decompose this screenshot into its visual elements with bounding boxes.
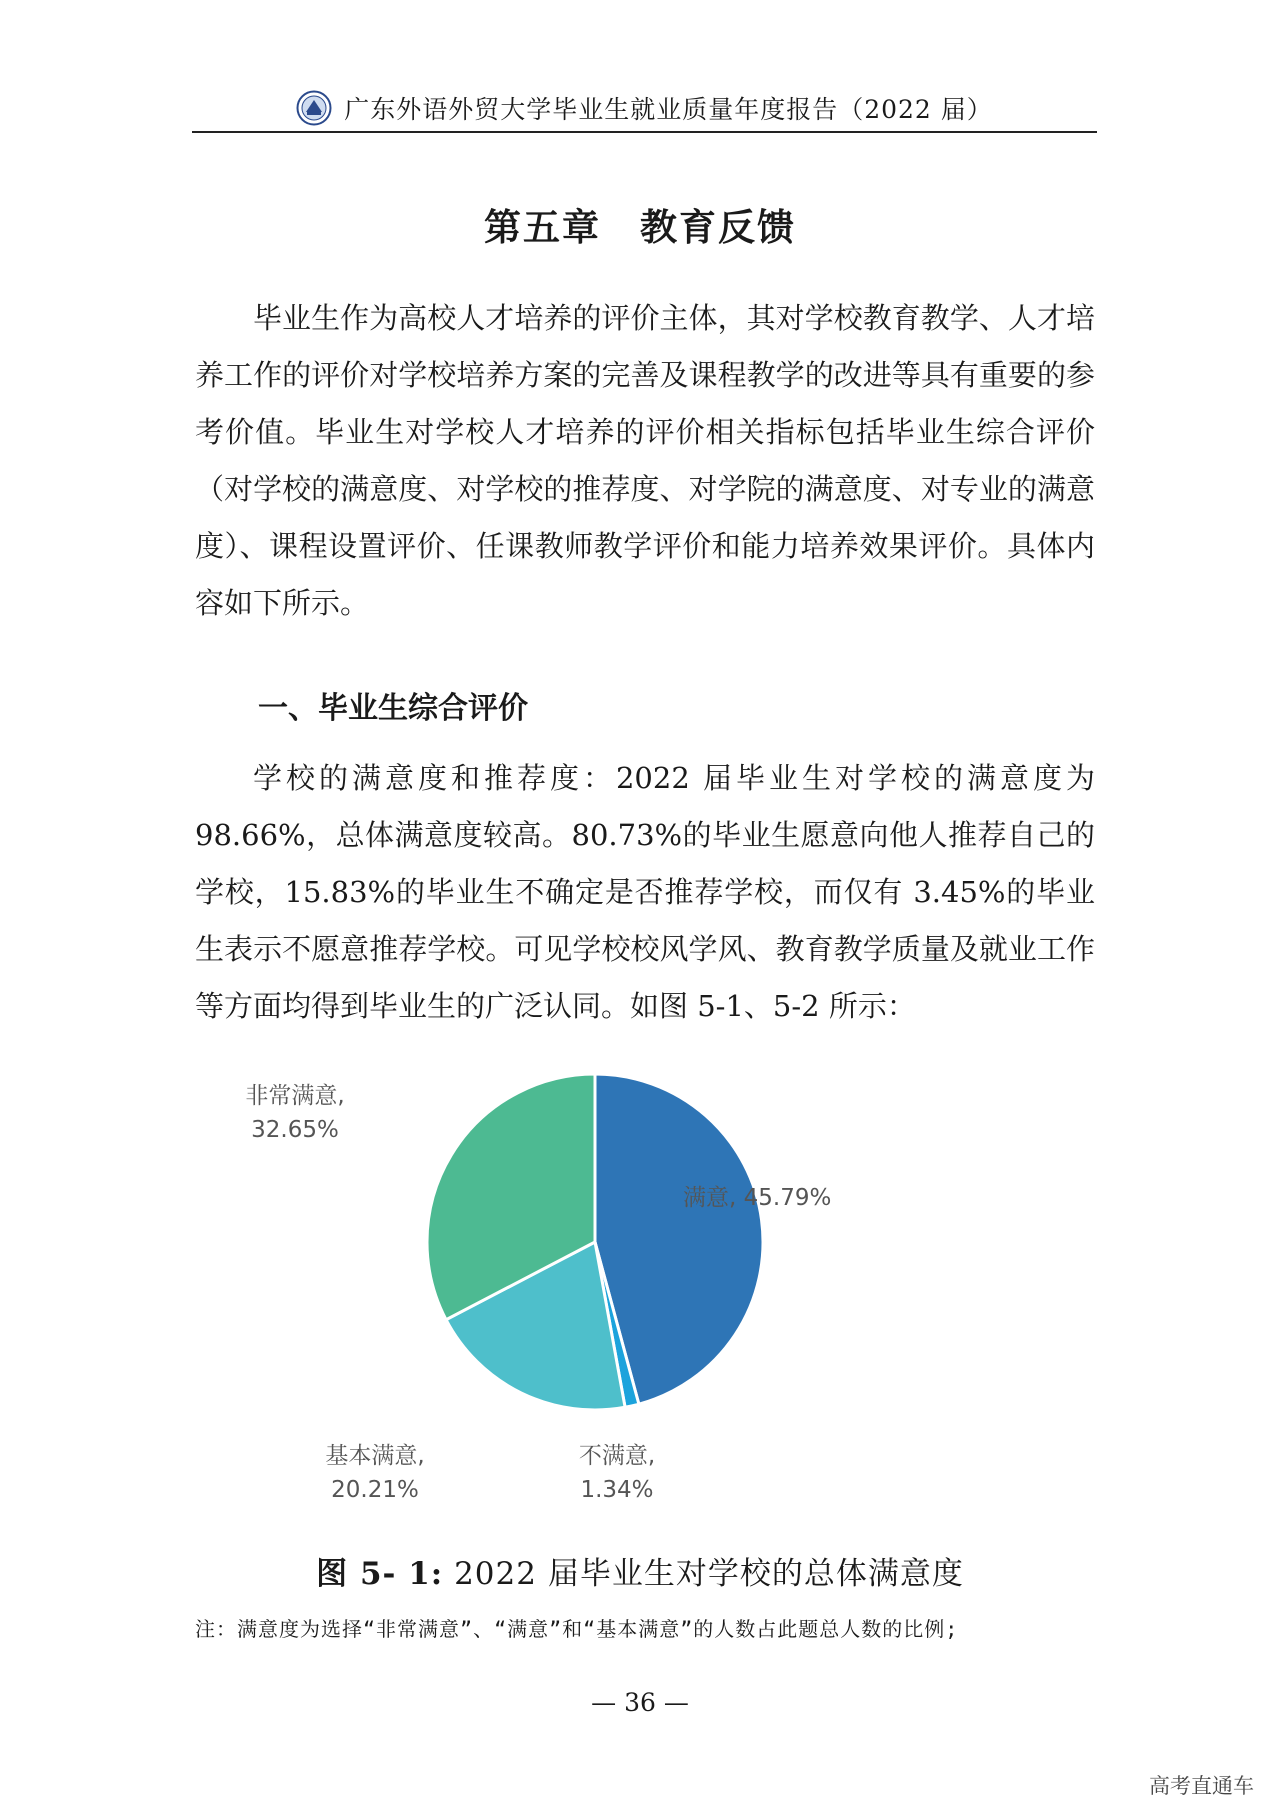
pie-label-0: 满意, 45.79% — [683, 1185, 832, 1211]
university-seal-icon — [296, 90, 332, 126]
watermark-text: 高考直通车 — [1149, 1774, 1254, 1798]
chapter-title: 第五章 教育反馈 — [484, 206, 796, 249]
pie-chart-canvas — [195, 1045, 1095, 1525]
header-title: 广东外语外贸大学毕业生就业质量年度报告（2022 届） — [344, 95, 993, 124]
figure-caption — [0, 1548, 1280, 1593]
intro-paragraph: 毕业生作为高校人才培养的评价主体，其对学校教育教学、人才培养工作的评价对学校培养方案的完善及课程教学的改进等具有重要的参考价值。毕业生对学校人才培养的评价相关指标包括毕业生综合评价（对学校的满意度、对学校的推荐度、对学院的满意度、对专业的满意度）、课程设置评价、任课教师教学评价和能力培养效果评价。具体内容如下所示。 — [195, 301, 1095, 620]
header-rule — [192, 131, 1097, 133]
section-heading: 一、毕业生综合评价 — [258, 691, 528, 726]
figure-number: 图 5- 1: — [316, 1556, 444, 1592]
satisfaction-pie-chart — [195, 1045, 1095, 1525]
pie-label-1: 不满意, 1.34% — [578, 1443, 656, 1503]
section-paragraph: 学校的满意度和推荐度：2022 届毕业生对学校的满意度为 98.66%，总体满意度较高。80.73%的毕业生愿意向他人推荐自己的学校，15.83%的毕业生不确定是否推荐学校，而仅有 3.45%的毕业生表示不愿意推荐学校。可见学校校风学风、教育教学质量及就业工作等方面均得到毕业生的广泛认同。如图 5-1、5-2 所示： — [195, 761, 1095, 1023]
figure-title: 2022 届毕业生对学校的总体满意度 — [454, 1556, 964, 1592]
page-number: — 36 — — [591, 1688, 689, 1717]
page-header — [192, 86, 1097, 130]
figure-note: 注：满意度为选择“非常满意”、“满意”和“基本满意”的人数占此题总人数的比例; — [195, 1617, 959, 1641]
pie-label-2: 基本满意, 20.21% — [325, 1443, 425, 1503]
pie-label-3: 非常满意, 32.65% — [245, 1083, 345, 1143]
